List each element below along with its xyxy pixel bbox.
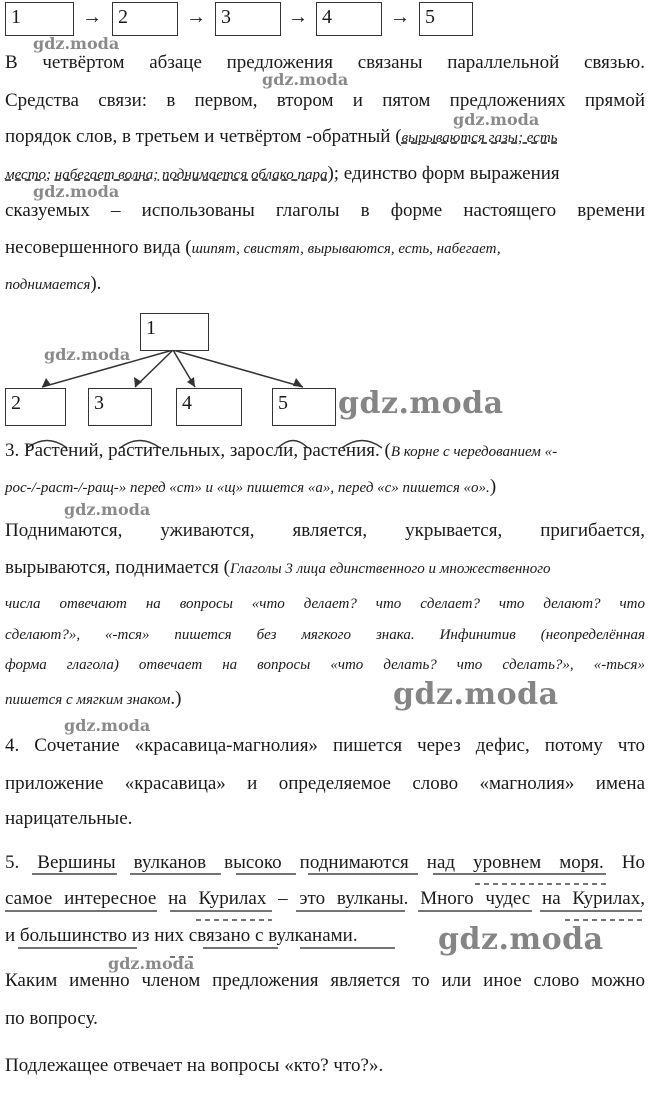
para1-line5: сказуемых – использованы глаголы в форме настоящего времени	[5, 200, 645, 221]
item5-line1: 5. Вершины вулканов высоко поднимаются над уровнем моря. Но	[5, 852, 645, 873]
arrowhead-icon	[42, 378, 51, 387]
chain-box-2: 2	[112, 2, 178, 36]
para1-line3-italic: вырываются газы; есть	[401, 130, 558, 146]
item3-line3: Поднимаются, уживаются, является, укрывается, пригибается,	[5, 520, 645, 541]
para1-line3	[5, 126, 557, 148]
chain-box-1: 1	[5, 2, 74, 36]
para1-line3-text: порядок слов, в третьем и четвёртом -обратный (	[5, 126, 402, 147]
tree-root-box: 1	[140, 313, 209, 351]
item3-line8-italic: пишется с мягким знаком	[5, 692, 171, 708]
item3-line1	[5, 440, 557, 462]
watermark: gdz.moda	[64, 716, 151, 735]
watermark: gdz.moda	[393, 677, 559, 712]
para1-line7	[5, 273, 101, 295]
para1-line1: В четвёртом абзаце предложения связаны параллельной связью.	[5, 52, 645, 73]
watermark: gdz.moda	[453, 110, 540, 129]
para1-line6-italic: шипят, свистят, вырываются, есть, набегает,	[191, 241, 501, 257]
para1-line7-italic: поднимается	[5, 277, 91, 293]
item3-line4-text: вырываются, поднимается (	[5, 557, 230, 578]
para1-line6	[5, 237, 501, 259]
para1-line2: Средства связи: в первом, втором и пятом предложениях прямой	[5, 90, 645, 111]
item5-line5: по вопросу.	[5, 1008, 98, 1029]
watermark: gdz.moda	[64, 500, 151, 519]
tree-child-box: 2	[5, 388, 66, 426]
item4-line1: 4. Сочетание «красавица-магнолия» пишется через дефис, потому что	[5, 735, 645, 756]
item3-line6: сделают?», «-тся» пишется без мягкого знака. Инфинитив (неопределённая	[5, 627, 645, 643]
item5-line2: самое интересное на Курилах – это вулканы. Много чудес на Курилах,	[5, 888, 645, 909]
item3-line8	[5, 688, 181, 710]
watermark: gdz.moda	[338, 386, 504, 421]
para1-line6-text: несовершенного вида (	[5, 237, 192, 258]
item3-line2-text: )	[489, 476, 497, 497]
chain-box-5: 5	[419, 2, 473, 36]
tree-child-box: 4	[176, 388, 242, 426]
item5-line3: и большинство из них связано с вулканами.	[5, 925, 358, 946]
watermark: gdz.moda	[262, 70, 349, 89]
item3-line7: форма глагола) отвечает на вопросы «что делать? что сделать?», «-ться»	[5, 657, 645, 673]
item4-line3: нарицательные.	[5, 808, 133, 829]
item3-line1-text: 3. Растений, растительных, заросли, растения. (	[5, 440, 391, 461]
arrowhead-icon	[293, 378, 303, 387]
item3-line2-italic: рос-/-раст-/-ращ-» перед «ст» и «щ» пишется «а», перед «с» пишется «о».	[5, 480, 490, 496]
item3-line1-italic: В корне с чередованием «-	[390, 444, 558, 460]
arrowhead-icon	[187, 377, 195, 387]
chain-box-4: 4	[316, 2, 382, 36]
item5-line4: Каким именно членом предложения является то или иное слово можно	[5, 970, 645, 991]
item3-line2	[5, 476, 496, 498]
watermark: gdz.moda	[44, 345, 131, 364]
arrowhead-icon	[134, 377, 142, 387]
para1-line7-text: ).	[90, 273, 102, 294]
tree-child-box: 3	[88, 388, 152, 426]
item3-line5: числа отвечают на вопросы «что делает? что сделает? что делают? что	[5, 596, 645, 612]
watermark: gdz.moda	[438, 922, 604, 957]
watermark: gdz.moda	[33, 34, 120, 53]
item3-line4-italic: Глаголы 3 лица единственного и множественного	[229, 561, 551, 577]
item4-line2: приложение «красавица» и определяемое слово «магнолия» имена	[5, 773, 645, 794]
chain-arrow-icon: →	[186, 6, 206, 28]
chain-arrow-icon: →	[82, 6, 102, 28]
para1-line4-italic: место; набегает волна; поднимается облако пара	[5, 167, 328, 183]
item3-line8-text: .)	[170, 688, 182, 709]
item5-line6: Подлежащее отвечает на вопросы «кто? что?».	[5, 1055, 384, 1076]
watermark: gdz.moda	[33, 182, 120, 201]
chain-arrow-icon: →	[390, 6, 410, 28]
tree-child-box: 5	[272, 388, 336, 426]
chain-box-3: 3	[215, 2, 281, 36]
watermark: gdz.moda	[108, 954, 195, 973]
chain-arrow-icon: →	[288, 6, 308, 28]
item3-line4	[5, 557, 551, 579]
para1-line4-text: ); единство форм выражения	[327, 163, 560, 184]
